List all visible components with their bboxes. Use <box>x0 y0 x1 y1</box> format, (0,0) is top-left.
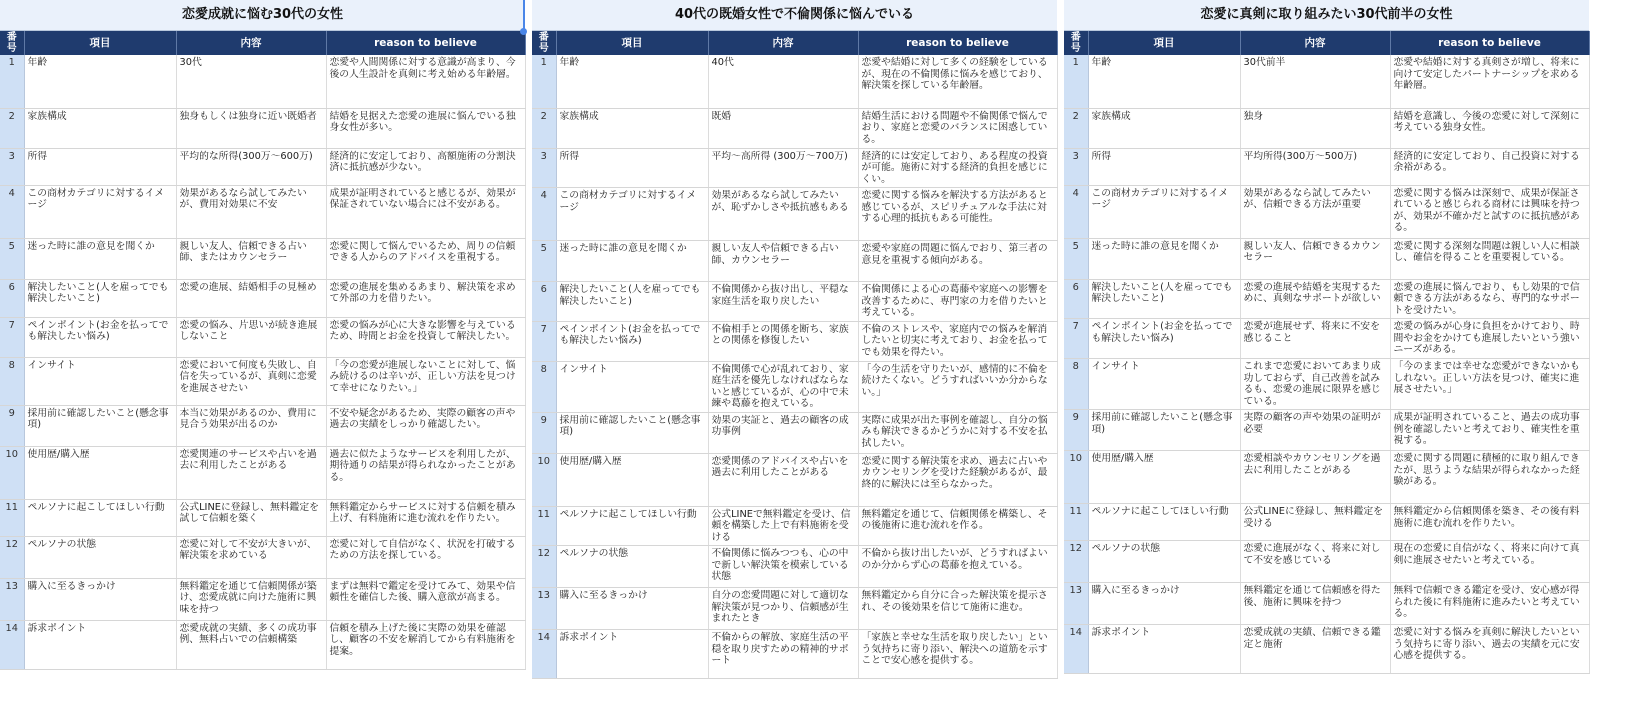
content-cell[interactable]: 40代 <box>708 55 858 108</box>
table-row <box>0 357 525 405</box>
table-row <box>1064 55 1589 108</box>
row-number-cell[interactable]: 8 <box>532 361 556 412</box>
row-number-cell[interactable]: 1 <box>532 55 556 108</box>
content-cell[interactable]: 親しい友人、信頼できるカウンセラー <box>1240 238 1390 279</box>
content-cell[interactable]: 不倫関係から抜け出し、平穏な家庭生活を取り戻したい <box>708 282 858 322</box>
reason-cell[interactable]: 「今の生活を守りたいが、感情的に不倫を続けたくない。どうすればいいか分からない。」 <box>858 361 1057 412</box>
reason-cell[interactable]: 「今のままでは幸せな恋愛ができないかもしれない。正しい方法を見つけ、確実に進展させたい。」 <box>1390 359 1589 410</box>
content-cell[interactable]: 既婚 <box>708 108 858 148</box>
table-row <box>1064 541 1589 583</box>
item-cell[interactable]: ペインポイント(お金を払ってでも解決したい悩み) <box>1088 319 1240 359</box>
table-row <box>0 185 525 238</box>
table-row <box>0 108 525 148</box>
row-number-cell[interactable]: 5 <box>532 241 556 282</box>
content-cell[interactable]: 恋愛成就の実績、多くの成功事例、無料占いでの信頼構築 <box>176 620 326 669</box>
table-row <box>1064 410 1589 451</box>
row-number-cell[interactable]: 11 <box>0 499 24 536</box>
content-cell[interactable]: 不倫からの解放、家庭生活の平穏を取り戻すための精神的サポート <box>708 630 858 679</box>
row-number-cell[interactable]: 10 <box>0 446 24 499</box>
row-number-cell[interactable]: 12 <box>0 536 24 578</box>
reason-cell[interactable]: 恋愛に対する悩みを真剣に解決したいという気持ちに寄り添い、過去の実績を元に安心感を提供する。 <box>1390 625 1589 674</box>
row-number-cell[interactable]: 10 <box>1064 451 1088 504</box>
reason-cell[interactable]: 無料鑑定からサービスに対する信頼を積み上げ、有料施術に進む流れを作りたい。 <box>326 499 525 536</box>
reason-cell[interactable]: 過去に似たようなサービスを利用したが、期待通りの結果が得られなかったことがある。 <box>326 446 525 499</box>
row-number-cell[interactable]: 11 <box>532 506 556 546</box>
item-cell[interactable]: 年齢 <box>556 55 708 108</box>
reason-cell[interactable]: 成果が証明されていると感じるが、効果が保証されていない場合には不安がある。 <box>326 185 525 238</box>
item-cell[interactable]: 訴求ポイント <box>556 630 708 679</box>
reason-cell[interactable]: 恋愛や結婚に対して多くの経験をしているが、現在の不倫関係に悩みを感じており、解決策を探している年齢層。 <box>858 55 1057 108</box>
item-cell[interactable]: この商材カテゴリに対するイメージ <box>1088 185 1240 238</box>
content-cell[interactable]: 平均所得(300万〜500万) <box>1240 148 1390 185</box>
content-cell[interactable]: 効果があるなら試してみたいが、恥ずかしさや抵抗感もある <box>708 188 858 241</box>
content-cell[interactable]: 恋愛に対して不安が大きいが、解決策を求めている <box>176 536 326 578</box>
item-cell[interactable]: インサイト <box>556 361 708 412</box>
table-row <box>532 108 1057 148</box>
content-cell[interactable]: 独身 <box>1240 108 1390 148</box>
reason-cell[interactable]: 不倫から抜け出したいが、どうすればよいのか分からず心の葛藤を抱えている。 <box>858 546 1057 588</box>
row-number-cell[interactable]: 9 <box>532 412 556 453</box>
reason-cell[interactable]: 恋愛に関する悩みを解決する方法があると感じているが、スピリチュアルな手法に対する心理的抵抗もある可能性。 <box>858 188 1057 241</box>
content-cell[interactable]: 不倫相手との関係を断ち、家族との関係を修復したい <box>708 321 858 361</box>
number-header[interactable]: 番号 <box>1064 31 1088 55</box>
item-cell[interactable]: インサイト <box>1088 359 1240 410</box>
header-row <box>532 31 1057 55</box>
persona-panel-3 <box>1064 0 1589 710</box>
content-header[interactable]: 内容 <box>708 31 858 55</box>
content-header[interactable]: 内容 <box>176 31 326 55</box>
table-row <box>532 630 1057 679</box>
table-row <box>0 578 525 620</box>
item-cell[interactable]: この商材カテゴリに対するイメージ <box>24 185 176 238</box>
content-cell[interactable]: 不倫関係で心が乱れており、家庭生活を優先しなければならないと感じているが、心の中で未練や葛藤を抱えている。 <box>708 361 858 412</box>
item-cell[interactable]: 所得 <box>1088 148 1240 185</box>
item-cell[interactable]: 年齢 <box>1088 55 1240 108</box>
table-row <box>1064 451 1589 504</box>
row-number-cell[interactable]: 4 <box>0 185 24 238</box>
panel-title[interactable]: 40代の既婚女性で不倫関係に悩んでいる <box>532 0 1057 31</box>
reason-cell[interactable]: 不倫関係による心の葛藤や家庭への影響を改善するために、専門家の力を借りたいと考えている。 <box>858 282 1057 322</box>
persona-table <box>532 31 1058 679</box>
item-cell[interactable]: 購入に至るきっかけ <box>24 578 176 620</box>
item-cell[interactable]: ペルソナの状態 <box>24 536 176 578</box>
table-row <box>532 546 1057 588</box>
row-number-cell[interactable]: 2 <box>532 108 556 148</box>
table-row <box>532 321 1057 361</box>
table-row <box>0 499 525 536</box>
row-number-cell[interactable]: 14 <box>0 620 24 669</box>
table-row <box>532 506 1057 546</box>
item-cell[interactable]: 迷った時に誰の意見を聞くか <box>24 238 176 279</box>
reason-cell[interactable]: 無料鑑定から自分に合った解決策を提示され、その後効果を信じて施術に進む。 <box>858 588 1057 630</box>
content-cell[interactable]: 恋愛の進展、結婚相手の見極め <box>176 279 326 317</box>
row-number-cell[interactable]: 13 <box>0 578 24 620</box>
row-number-cell[interactable]: 10 <box>532 453 556 506</box>
row-number-cell[interactable]: 2 <box>0 108 24 148</box>
reason-cell[interactable]: 恋愛の悩みが心に大きな影響を与えているため、時間とお金を投資して解決したい。 <box>326 317 525 357</box>
item-cell[interactable]: 解決したいこと(人を雇ってでも解決したいこと) <box>556 282 708 322</box>
table-row <box>1064 583 1589 625</box>
header-row <box>1064 31 1589 55</box>
table-row <box>532 361 1057 412</box>
reason-cell[interactable]: 結婚生活における問題や不倫関係で悩んでおり、家庭と恋愛のバランスに困惑している。 <box>858 108 1057 148</box>
content-cell[interactable]: 恋愛成就の実績、信頼できる鑑定と施術 <box>1240 625 1390 674</box>
reason-cell[interactable]: まずは無料で鑑定を受けてみて、効果や信頼性を確信した後、購入意欲が高まる。 <box>326 578 525 620</box>
reason-cell[interactable]: 経済的に安定しており、自己投資に対する余裕がある。 <box>1390 148 1589 185</box>
table-row <box>1064 238 1589 279</box>
item-cell[interactable]: ペルソナに起こしてほしい行動 <box>24 499 176 536</box>
content-cell[interactable]: 30代 <box>176 55 326 108</box>
item-header[interactable]: 項目 <box>1088 31 1240 55</box>
table-row <box>532 188 1057 241</box>
item-cell[interactable]: ペインポイント(お金を払ってでも解決したい悩み) <box>24 317 176 357</box>
reason-cell[interactable]: 恋愛に関して悩んでいるため、周りの信頼できる人からのアドバイスを重視する。 <box>326 238 525 279</box>
item-cell[interactable]: ペルソナに起こしてほしい行動 <box>556 506 708 546</box>
table-row <box>0 405 525 446</box>
item-cell[interactable]: この商材カテゴリに対するイメージ <box>556 188 708 241</box>
content-cell[interactable]: 恋愛の進展や結婚を実現するために、真剣なサポートが欲しい <box>1240 279 1390 319</box>
table-row <box>532 588 1057 630</box>
item-cell[interactable]: 家族構成 <box>24 108 176 148</box>
row-number-cell[interactable]: 8 <box>0 357 24 405</box>
row-number-cell[interactable]: 1 <box>1064 55 1088 108</box>
table-row <box>0 317 525 357</box>
content-cell[interactable]: 恋愛関連のサービスや占いを過去に利用したことがある <box>176 446 326 499</box>
reason-cell[interactable]: 現在の恋愛に自信がなく、将来に向けて真剣に進展させたいと考えている。 <box>1390 541 1589 583</box>
table-row <box>532 412 1057 453</box>
content-cell[interactable]: 効果があるなら試してみたいが、信頼できる方法が重要 <box>1240 185 1390 238</box>
item-cell[interactable]: 使用歴/購入歴 <box>24 446 176 499</box>
content-cell[interactable]: 平均的な所得(300万〜600万) <box>176 148 326 185</box>
item-cell[interactable]: ペルソナの状態 <box>556 546 708 588</box>
item-cell[interactable]: 解決したいこと(人を雇ってでも解決したいこと) <box>1088 279 1240 319</box>
table-row <box>1064 625 1589 674</box>
persona-panel-1 <box>0 0 525 710</box>
row-number-cell[interactable]: 3 <box>532 148 556 188</box>
table-row <box>0 238 525 279</box>
content-cell[interactable]: 本当に効果があるのか、費用に見合う効果が出るのか <box>176 405 326 446</box>
row-number-cell[interactable]: 8 <box>1064 359 1088 410</box>
content-cell[interactable]: 恋愛において何度も失敗し、自信を失っているが、真剣に恋愛を進展させたい <box>176 357 326 405</box>
table-row <box>0 620 525 669</box>
content-cell[interactable]: 親しい友人や信頼できる占い師、カウンセラー <box>708 241 858 282</box>
reason-cell[interactable]: 結婚を見据えた恋愛の進展に悩んでいる独身女性が多い。 <box>326 108 525 148</box>
item-cell[interactable]: 訴求ポイント <box>1088 625 1240 674</box>
row-number-cell[interactable]: 13 <box>532 588 556 630</box>
reason-header[interactable]: reason to believe <box>858 31 1057 55</box>
item-cell[interactable]: 家族構成 <box>556 108 708 148</box>
table-row <box>532 241 1057 282</box>
table-row <box>1064 504 1589 541</box>
table-row <box>532 55 1057 108</box>
content-cell[interactable]: 公式LINEに登録し、無料鑑定を試して信頼を築く <box>176 499 326 536</box>
table-row <box>1064 319 1589 359</box>
content-cell[interactable]: 恋愛の悩み、片思いが続き進展しないこと <box>176 317 326 357</box>
table-row <box>0 536 525 578</box>
content-cell[interactable]: 実際の顧客の声や効果の証明が必要 <box>1240 410 1390 451</box>
row-number-cell[interactable]: 4 <box>532 188 556 241</box>
item-cell[interactable]: 採用前に確認したいこと(懸念事項) <box>556 412 708 453</box>
row-number-cell[interactable]: 4 <box>1064 185 1088 238</box>
table-row <box>0 148 525 185</box>
content-cell[interactable]: 公式LINEで無料鑑定を受け、信頼を構築した上で有料施術を受ける <box>708 506 858 546</box>
reason-header[interactable]: reason to believe <box>1390 31 1589 55</box>
table-row <box>532 282 1057 322</box>
reason-cell[interactable]: 不倫のストレスや、家庭内での悩みを解消したいと切実に考えており、お金を払ってでも効果を得たい。 <box>858 321 1057 361</box>
reason-cell[interactable]: 経済的に安定しており、高額施術の分割決済に抵抗感が少ない。 <box>326 148 525 185</box>
number-header[interactable]: 番号 <box>532 31 556 55</box>
selection-handle[interactable] <box>520 28 527 35</box>
reason-cell[interactable]: 経済的には安定しており、ある程度の投資が可能。施術に対する経済的負担を感じにくい。 <box>858 148 1057 188</box>
content-cell[interactable]: 30代前半 <box>1240 55 1390 108</box>
table-row <box>0 279 525 317</box>
content-cell[interactable]: 恋愛に進展がなく、将来に対して不安を感じている <box>1240 541 1390 583</box>
reason-cell[interactable]: 恋愛の進展を集めるあまり、解決策を求めて外部の力を借りたい。 <box>326 279 525 317</box>
content-cell[interactable]: 無料鑑定を通じて信頼関係が築け、恋愛成就に向けた施術に興味を持つ <box>176 578 326 620</box>
row-number-cell[interactable]: 14 <box>1064 625 1088 674</box>
item-cell[interactable]: 採用前に確認したいこと(懸念事項) <box>1088 410 1240 451</box>
table-row <box>1064 359 1589 410</box>
content-cell[interactable]: 平均〜高所得 (300万〜700万) <box>708 148 858 188</box>
row-number-cell[interactable]: 13 <box>1064 583 1088 625</box>
item-header[interactable]: 項目 <box>556 31 708 55</box>
row-number-cell[interactable]: 12 <box>532 546 556 588</box>
content-cell[interactable]: 独身もしくは独身に近い既婚者 <box>176 108 326 148</box>
table-row <box>0 55 525 108</box>
content-cell[interactable]: 恋愛が進展せず、将来に不安を感じること <box>1240 319 1390 359</box>
item-cell[interactable]: 採用前に確認したいこと(懸念事項) <box>24 405 176 446</box>
table-row <box>1064 185 1589 238</box>
reason-cell[interactable]: 恋愛に関する解決策を求め、過去に占いやカウンセリングを受けた経験があるが、最終的に解決には至らなかった。 <box>858 453 1057 506</box>
table-row <box>0 446 525 499</box>
reason-cell[interactable]: 成果が証明されていること、過去の成功事例を確認したいと考えており、確実性を重視する。 <box>1390 410 1589 451</box>
item-cell[interactable]: 訴求ポイント <box>24 620 176 669</box>
content-cell[interactable]: 恋愛関係のアドバイスや占いを過去に利用したことがある <box>708 453 858 506</box>
item-cell[interactable]: 年齢 <box>24 55 176 108</box>
content-cell[interactable]: 不倫関係に悩みつつも、心の中で新しい解決策を模索している状態 <box>708 546 858 588</box>
row-number-cell[interactable]: 5 <box>0 238 24 279</box>
row-number-cell[interactable]: 7 <box>532 321 556 361</box>
reason-cell[interactable]: 恋愛や結婚に対する真剣さが増し、将来に向けて安定したパートナーシップを求める年齢層。 <box>1390 55 1589 108</box>
row-number-cell[interactable]: 6 <box>532 282 556 322</box>
item-cell[interactable]: 購入に至るきっかけ <box>556 588 708 630</box>
table-row <box>532 453 1057 506</box>
reason-cell[interactable]: 無料で信頼できる鑑定を受け、安心感が得られた後に有料施術に進みたいと考えている。 <box>1390 583 1589 625</box>
item-cell[interactable]: 家族構成 <box>1088 108 1240 148</box>
table-row <box>1064 148 1589 185</box>
content-cell[interactable]: 効果があるなら試してみたいが、費用対効果に不安 <box>176 185 326 238</box>
reason-cell[interactable]: 恋愛に対して自信がなく、状況を打破するための方法を探している。 <box>326 536 525 578</box>
item-cell[interactable]: 所得 <box>24 148 176 185</box>
content-cell[interactable]: 自分の恋愛問題に対して適切な解決策が見つかり、信頼感が生まれたとき <box>708 588 858 630</box>
reason-cell[interactable]: 無料鑑定を通じて、信頼関係を構築し、その後施術に進む流れを作る。 <box>858 506 1057 546</box>
reason-header[interactable]: reason to believe <box>326 31 525 55</box>
header-row <box>0 31 525 55</box>
row-number-cell[interactable]: 7 <box>0 317 24 357</box>
row-number-cell[interactable]: 6 <box>1064 279 1088 319</box>
item-cell[interactable]: 解決したいこと(人を雇ってでも解決したいこと) <box>24 279 176 317</box>
content-cell[interactable]: 効果の実証と、過去の顧客の成功事例 <box>708 412 858 453</box>
number-header[interactable]: 番号 <box>0 31 24 55</box>
row-number-cell[interactable]: 11 <box>1064 504 1088 541</box>
table-row <box>1064 279 1589 319</box>
reason-cell[interactable]: 恋愛の進展に悩んでおり、もし効果的で信頼できる方法があるなら、専門的なサポートを受けたい。 <box>1390 279 1589 319</box>
persona-table <box>0 31 526 670</box>
reason-cell[interactable]: 恋愛の悩みが心身に負担をかけており、時間やお金をかけても進展したいという強いニーズがある。 <box>1390 319 1589 359</box>
selection-border <box>523 0 525 30</box>
persona-panel-2 <box>532 0 1057 710</box>
content-cell[interactable]: 無料鑑定を通じて信頼感を得た後、施術に興味を持つ <box>1240 583 1390 625</box>
item-cell[interactable]: 使用歴/購入歴 <box>556 453 708 506</box>
reason-cell[interactable]: 恋愛や家庭の問題に悩んでおり、第三者の意見を重視する傾向がある。 <box>858 241 1057 282</box>
item-cell[interactable]: ペルソナに起こしてほしい行動 <box>1088 504 1240 541</box>
panel-title[interactable]: 恋愛成就に悩む30代の女性 <box>0 0 525 31</box>
reason-cell[interactable]: 信頼を積み上げた後に実際の効果を確認し、顧客の不安を解消してから有料施術を提案。 <box>326 620 525 669</box>
row-number-cell[interactable]: 14 <box>532 630 556 679</box>
reason-cell[interactable]: 恋愛に関する問題に積極的に取り組んできたが、思うような結果が得られなかった経験がある。 <box>1390 451 1589 504</box>
item-cell[interactable]: 使用歴/購入歴 <box>1088 451 1240 504</box>
reason-cell[interactable]: 不安や疑念があるため、実際の顧客の声や過去の実績をしっかり確認したい。 <box>326 405 525 446</box>
reason-cell[interactable]: 恋愛や人間関係に対する意識が高まり、今後の人生設計を真剣に考え始める年齢層。 <box>326 55 525 108</box>
table-row <box>532 148 1057 188</box>
row-number-cell[interactable]: 5 <box>1064 238 1088 279</box>
item-header[interactable]: 項目 <box>24 31 176 55</box>
reason-cell[interactable]: 実際に成果が出た事例を確認し、自分の悩みも解決できるかどうかに対する不安を払拭したい。 <box>858 412 1057 453</box>
persona-table <box>1064 31 1590 674</box>
row-number-cell[interactable]: 9 <box>1064 410 1088 451</box>
row-number-cell[interactable]: 1 <box>0 55 24 108</box>
item-cell[interactable]: 迷った時に誰の意見を聞くか <box>1088 238 1240 279</box>
row-number-cell[interactable]: 3 <box>0 148 24 185</box>
item-cell[interactable]: ペインポイント(お金を払ってでも解決したい悩み) <box>556 321 708 361</box>
content-cell[interactable]: 恋愛相談やカウンセリングを過去に利用したことがある <box>1240 451 1390 504</box>
item-cell[interactable]: 購入に至るきっかけ <box>1088 583 1240 625</box>
row-number-cell[interactable]: 12 <box>1064 541 1088 583</box>
content-header[interactable]: 内容 <box>1240 31 1390 55</box>
reason-cell[interactable]: 恋愛に関する悩みは深刻で、成果が保証されていると感じられる商材には興味を持つが、効果が不確かだと試すのに抵抗感がある。 <box>1390 185 1589 238</box>
reason-cell[interactable]: 無料鑑定から信頼関係を築き、その後有料施術に進む流れを作りたい。 <box>1390 504 1589 541</box>
item-cell[interactable]: ペルソナの状態 <box>1088 541 1240 583</box>
reason-cell[interactable]: 「今の恋愛が進展しないことに対して、悩み続けるのは辛いが、正しい方法を見つけて幸せになりたい。」 <box>326 357 525 405</box>
row-number-cell[interactable]: 9 <box>0 405 24 446</box>
row-number-cell[interactable]: 3 <box>1064 148 1088 185</box>
item-cell[interactable]: 所得 <box>556 148 708 188</box>
table-row <box>1064 108 1589 148</box>
item-cell[interactable]: インサイト <box>24 357 176 405</box>
content-cell[interactable]: 親しい友人、信頼できる占い師、またはカウンセラー <box>176 238 326 279</box>
row-number-cell[interactable]: 6 <box>0 279 24 317</box>
reason-cell[interactable]: 「家族と幸せな生活を取り戻したい」という気持ちに寄り添い、解決への道筋を示すことで安心感を提供する。 <box>858 630 1057 679</box>
reason-cell[interactable]: 結婚を意識し、今後の恋愛に対して深刻に考えている独身女性。 <box>1390 108 1589 148</box>
panel-title[interactable]: 恋愛に真剣に取り組みたい30代前半の女性 <box>1064 0 1589 31</box>
reason-cell[interactable]: 恋愛に関する深刻な問題は親しい人に相談し、確信を得ることを重要視している。 <box>1390 238 1589 279</box>
item-cell[interactable]: 迷った時に誰の意見を聞くか <box>556 241 708 282</box>
row-number-cell[interactable]: 7 <box>1064 319 1088 359</box>
content-cell[interactable]: 公式LINEに登録し、無料鑑定を受ける <box>1240 504 1390 541</box>
row-number-cell[interactable]: 2 <box>1064 108 1088 148</box>
content-cell[interactable]: これまで恋愛においてあまり成功しておらず、自己改善を試みるも、恋愛の進展に限界を感じている。 <box>1240 359 1390 410</box>
